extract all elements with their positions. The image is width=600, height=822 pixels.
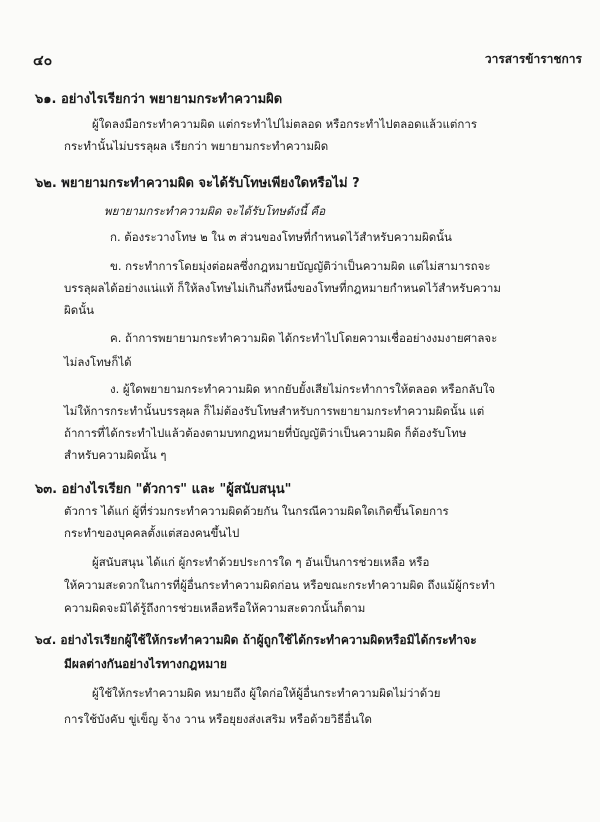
paragraph-line: ถ้าการที่ได้กระทำไปแล้วต้องตามบทกฎหมายที่บัญญัติว่าเป็นความผิด ก็ต้องรับโทษ (64, 426, 467, 440)
paragraph-line: ผิดนั้น (64, 303, 94, 317)
journal-title: วารสารข้าราชการ (484, 52, 582, 66)
page-number: ๔๐ (33, 53, 53, 69)
paragraph-line: ตัวการ ได้แก่ ผู้ที่ร่วมกระทำความผิดด้วยกัน ในกรณีความผิดใดเกิดขึ้นโดยการ (64, 504, 449, 518)
paragraph-line: ก. ต้องระวางโทษ ๒ ใน ๓ ส่วนของโทษที่กำหนดไว้สำหรับความผิดนั้น (110, 230, 452, 244)
question-61: ๖๑. อย่างไรเรียกว่า พยายามกระทำความผิด (35, 92, 283, 107)
paragraph-line: ไม่ให้การกระทำนั้นบรรลุผล ก็ไม่ต้องรับโทษสำหรับการพยายามกระทำความผิดนั้น แต่ (64, 404, 485, 418)
paragraph-line: ผู้ใดลงมือกระทำความผิด แต่กระทำไปไม่ตลอด หรือกระทำไปตลอดแล้วแต่การ (92, 117, 477, 131)
paragraph-line: ค. ถ้าการพยายามกระทำความผิด ได้กระทำไปโดยความเชื่ออย่างงมงายศาลจะ (110, 331, 498, 345)
paragraph-line: ผู้ใช้ให้กระทำความผิด หมายถึง ผู้ใดก่อให้ผู้อื่นกระทำความผิดไม่ว่าด้วย (92, 686, 441, 700)
paragraph-line: ผู้สนับสนุน ได้แก่ ผู้กระทำด้วยประการใด ๆ อันเป็นการช่วยเหลือ หรือ (92, 555, 430, 569)
paragraph-line: บรรลุผลได้อย่างแน่แท้ ก็ให้ลงโทษไม่เกินกึ่งหนึ่งของโทษที่กฎหมายกำหนดไว้สำหรับความ (64, 281, 501, 295)
paragraph-line: ให้ความสะดวกในการที่ผู้อื่นกระทำความผิดก่อน หรือขณะกระทำความผิด ถึงแม้ผู้กระทำ (64, 578, 496, 592)
paragraph-line: พยายามกระทำความผิด จะได้รับโทษดังนี้ คือ (104, 204, 326, 218)
paragraph-line: ง. ผู้ใดพยายามกระทำความผิด หากยับยั้งเสียไม่กระทำการให้ตลอด หรือกลับใจ (110, 382, 496, 396)
paragraph-line: ความผิดจะมิได้รู้ถึงการช่วยเหลือหรือให้ความสะดวกนั้นก็ตาม (64, 601, 366, 615)
paragraph-line: กระทำนั้นไม่บรรลุผล เรียกว่า พยายามกระทำความผิด (64, 139, 329, 153)
paragraph-line: ไม่ลงโทษก็ได้ (64, 355, 132, 369)
paragraph-line: การใช้บังคับ ขู่เข็ญ จ้าง วาน หรือยุยงส่งเสริม หรือด้วยวิธีอื่นใด (64, 712, 372, 726)
paragraph-line: กระทำของบุคคลตั้งแต่สองคนขึ้นไป (64, 526, 240, 540)
question-62: ๖๒. พยายามกระทำความผิด จะได้รับโทษเพียงใดหรือไม่ ? (35, 176, 360, 191)
question-64: ๖๔. อย่างไรเรียกผู้ใช้ให้กระทำความผิด ถ้าผู้ถูกใช้ได้กระทำความผิดหรือมิได้กระทำจะ (35, 633, 477, 647)
question-63: ๖๓. อย่างไรเรียก "ตัวการ" และ "ผู้สนับสนุน" (35, 482, 292, 497)
question-64-continued: มีผลต่างกันอย่างไรทางกฎหมาย (64, 657, 227, 671)
paragraph-line: สำหรับความผิดนั้น ๆ (64, 448, 167, 462)
paragraph-line: ข. กระทำการโดยมุ่งต่อผลซึ่งกฎหมายบัญญัติว่าเป็นความผิด แต่ไม่สามารถจะ (110, 259, 491, 273)
